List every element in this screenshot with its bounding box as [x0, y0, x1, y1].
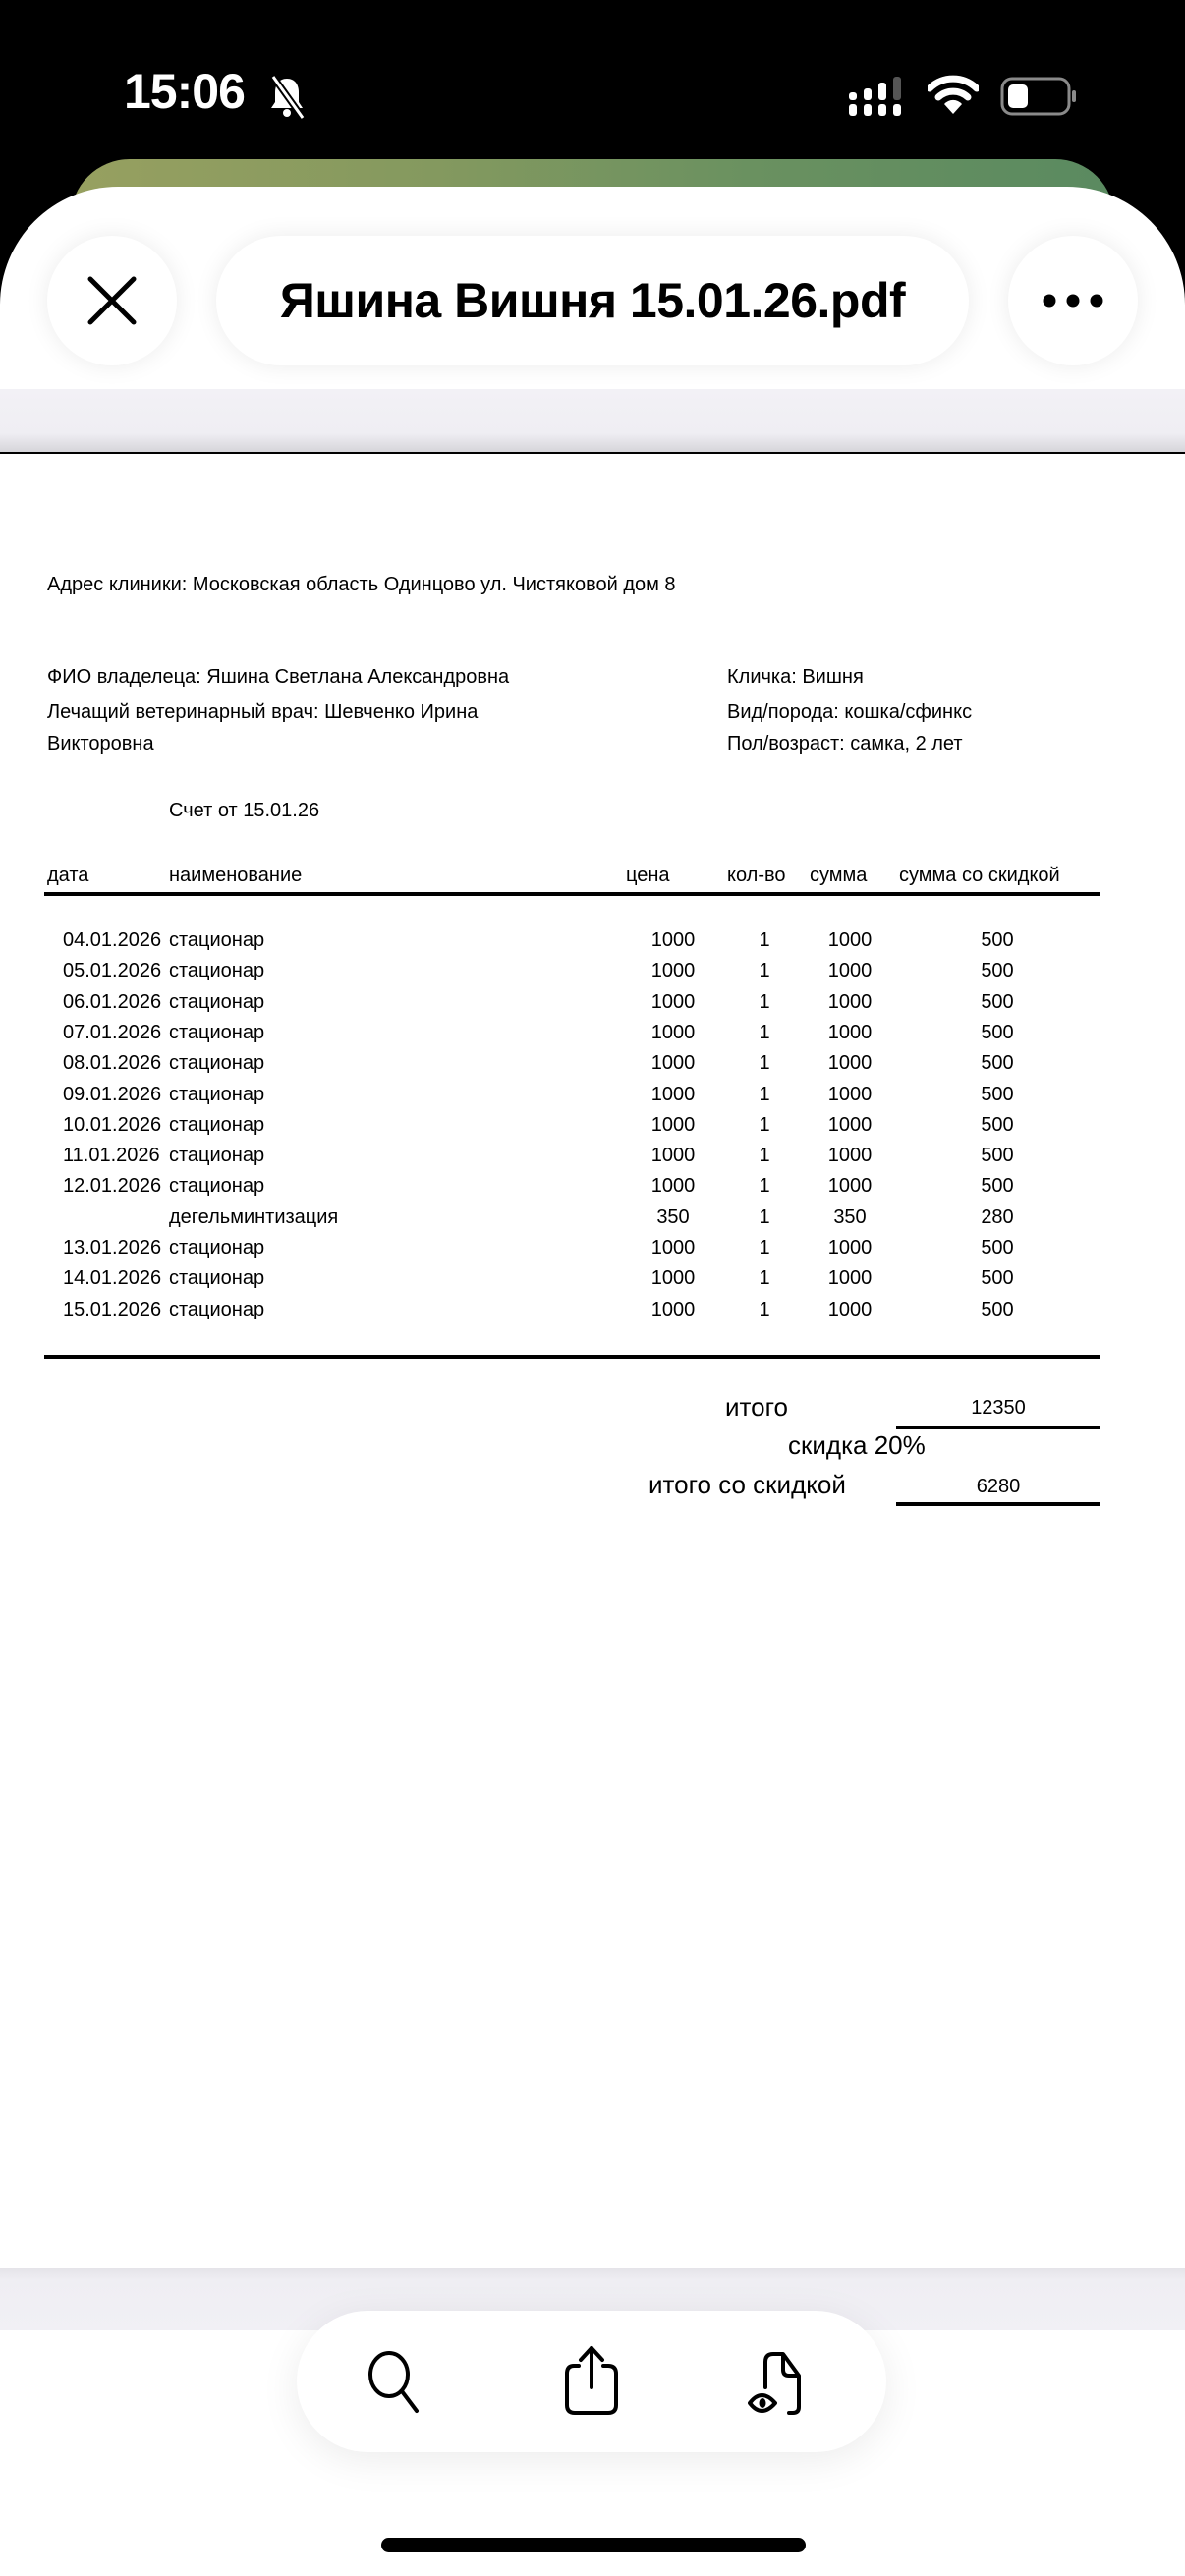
page-gap-top [0, 389, 1185, 452]
table-footer-rule [44, 1355, 1100, 1359]
row-sum: 1000 [827, 1052, 873, 1075]
row-sum-discount: 280 [981, 1205, 1014, 1228]
column-header-sum-discount: сумма со скидкой [899, 865, 1060, 886]
row-sum: 1000 [827, 1021, 873, 1043]
row-date: 04.01.2026 [63, 929, 162, 951]
row-qty: 1 [759, 1298, 770, 1320]
row-name: дегельминтизация [169, 1205, 339, 1228]
row-sum-discount: 500 [981, 1052, 1014, 1075]
row-sum: 350 [833, 1205, 867, 1228]
invoice-document [0, 454, 1185, 2268]
table-row [0, 1299, 1185, 1329]
pet-sex-age: Пол/возраст: самка, 2 лет [727, 733, 963, 755]
table-row [0, 1206, 1185, 1237]
row-name: стационар [169, 1298, 265, 1320]
row-qty: 1 [759, 1175, 770, 1198]
column-header-price: цена [626, 865, 670, 886]
row-price: 1000 [650, 960, 696, 982]
row-name: стационар [169, 1083, 265, 1105]
discount-label: скидка 20% [788, 1430, 926, 1460]
table-row [0, 1084, 1185, 1114]
preview-button[interactable] [729, 2332, 827, 2431]
row-name: стационар [169, 1052, 265, 1075]
row-qty: 1 [759, 1052, 770, 1075]
wifi-icon [928, 75, 979, 116]
row-sum-discount: 500 [981, 1175, 1014, 1198]
document-title: Яшина Вишня 15.01.26.pdf [279, 273, 906, 328]
row-sum: 1000 [827, 1113, 873, 1136]
total-discount-value: 6280 [976, 1476, 1021, 1497]
row-sum-discount: 500 [981, 1298, 1014, 1320]
row-sum-discount: 500 [981, 929, 1014, 951]
row-price: 1000 [650, 1267, 696, 1290]
total-discount-label: итого со скидкой [649, 1470, 846, 1499]
row-sum-discount: 500 [981, 1083, 1014, 1105]
column-header-date: дата [47, 865, 89, 886]
row-qty: 1 [759, 1021, 770, 1043]
vet-name-line1: Лечащий ветеринарный врач: Шевченко Ирина [47, 701, 479, 723]
row-sum-discount: 500 [981, 1145, 1014, 1167]
column-header-name: наименование [169, 865, 303, 886]
row-date: 15.01.2026 [63, 1298, 162, 1320]
row-sum: 1000 [827, 1145, 873, 1167]
row-date: 05.01.2026 [63, 960, 162, 982]
table-row [0, 1052, 1185, 1083]
status-time: 15:06 [124, 64, 245, 119]
table-row [0, 1145, 1185, 1175]
share-button[interactable] [542, 2332, 641, 2431]
row-qty: 1 [759, 1237, 770, 1259]
table-row [0, 960, 1185, 990]
row-name: стационар [169, 1175, 265, 1198]
row-sum: 1000 [827, 1083, 873, 1105]
row-qty: 1 [759, 1113, 770, 1136]
total-discount-underline [896, 1502, 1100, 1506]
column-header-qty: кол-во [727, 865, 786, 886]
row-sum-discount: 500 [981, 960, 1014, 982]
row-qty: 1 [759, 990, 770, 1013]
home-indicator[interactable] [381, 2538, 806, 2552]
pdf-page[interactable] [0, 454, 1185, 2268]
row-sum: 1000 [827, 1175, 873, 1198]
row-qty: 1 [759, 960, 770, 982]
pet-name: Кличка: Вишня [727, 666, 864, 688]
row-date: 08.01.2026 [63, 1052, 162, 1075]
row-price: 1000 [650, 1052, 696, 1075]
invoice-title: Счет от 15.01.26 [169, 800, 320, 821]
row-qty: 1 [759, 929, 770, 951]
vet-name-line2: Викторовна [47, 733, 154, 755]
more-button[interactable] [1008, 236, 1138, 365]
row-price: 1000 [650, 1021, 696, 1043]
clinic-address: Адрес клиники: Московская область Одинцово ул. Чистяковой дом 8 [47, 574, 676, 595]
close-button[interactable] [47, 236, 177, 365]
status-bar [0, 0, 1185, 157]
row-name: стационар [169, 929, 265, 951]
bottom-toolbar [297, 2311, 886, 2452]
row-date: 09.01.2026 [63, 1083, 162, 1105]
row-date: 12.01.2026 [63, 1175, 162, 1198]
row-price: 1000 [650, 1083, 696, 1105]
table-row [0, 929, 1185, 960]
row-date: 07.01.2026 [63, 1021, 162, 1043]
share-icon [557, 2342, 626, 2421]
row-price: 1000 [650, 1298, 696, 1320]
row-date: 10.01.2026 [63, 1113, 162, 1136]
document-eye-icon [744, 2342, 813, 2421]
row-price: 1000 [650, 929, 696, 951]
row-price: 1000 [650, 1113, 696, 1136]
row-date: 13.01.2026 [63, 1237, 162, 1259]
row-sum-discount: 500 [981, 1267, 1014, 1290]
row-price: 1000 [650, 1175, 696, 1198]
row-qty: 1 [759, 1145, 770, 1167]
table-header-rule [44, 892, 1100, 896]
document-title-pill[interactable] [216, 236, 969, 365]
table-row [0, 1022, 1185, 1052]
owner-name: ФИО владелеца: Яшина Светлана Александровна [47, 666, 510, 688]
search-button[interactable] [348, 2332, 446, 2431]
row-name: стационар [169, 1237, 265, 1259]
table-row [0, 1114, 1185, 1145]
row-date: 11.01.2026 [63, 1145, 160, 1167]
row-sum: 1000 [827, 1298, 873, 1320]
row-sum: 1000 [827, 1237, 873, 1259]
total-value: 12350 [971, 1397, 1026, 1419]
search-icon [363, 2347, 431, 2416]
row-sum: 1000 [827, 990, 873, 1013]
row-price: 1000 [650, 1145, 696, 1167]
row-qty: 1 [759, 1267, 770, 1290]
pet-breed: Вид/порода: кошка/сфинкс [727, 701, 973, 723]
total-label: итого [725, 1392, 788, 1422]
row-price: 350 [656, 1205, 690, 1228]
total-underline [896, 1426, 1100, 1429]
row-name: стационар [169, 1113, 265, 1136]
row-date: 06.01.2026 [63, 990, 162, 1013]
table-row [0, 1237, 1185, 1267]
row-name: стационар [169, 1021, 265, 1043]
table-row [0, 1267, 1185, 1298]
row-price: 1000 [650, 990, 696, 1013]
row-name: стационар [169, 1145, 265, 1167]
row-name: стационар [169, 1267, 265, 1290]
row-sum-discount: 500 [981, 1113, 1014, 1136]
row-sum: 1000 [827, 1267, 873, 1290]
row-qty: 1 [759, 1083, 770, 1105]
row-date: 14.01.2026 [63, 1267, 162, 1290]
row-price: 1000 [650, 1237, 696, 1259]
table-row [0, 991, 1185, 1022]
bell-slash-icon [263, 73, 310, 120]
row-sum-discount: 500 [981, 990, 1014, 1013]
row-sum-discount: 500 [981, 1237, 1014, 1259]
row-sum: 1000 [827, 929, 873, 951]
row-name: стационар [169, 960, 265, 982]
column-header-sum: сумма [810, 865, 868, 886]
close-icon [85, 273, 140, 328]
row-sum: 1000 [827, 960, 873, 982]
row-name: стационар [169, 990, 265, 1013]
row-qty: 1 [759, 1205, 770, 1228]
row-sum-discount: 500 [981, 1021, 1014, 1043]
table-row [0, 1175, 1185, 1205]
ellipsis-icon [1042, 293, 1104, 308]
battery-icon [1000, 77, 1079, 116]
cellular-signal-icon [847, 77, 908, 116]
